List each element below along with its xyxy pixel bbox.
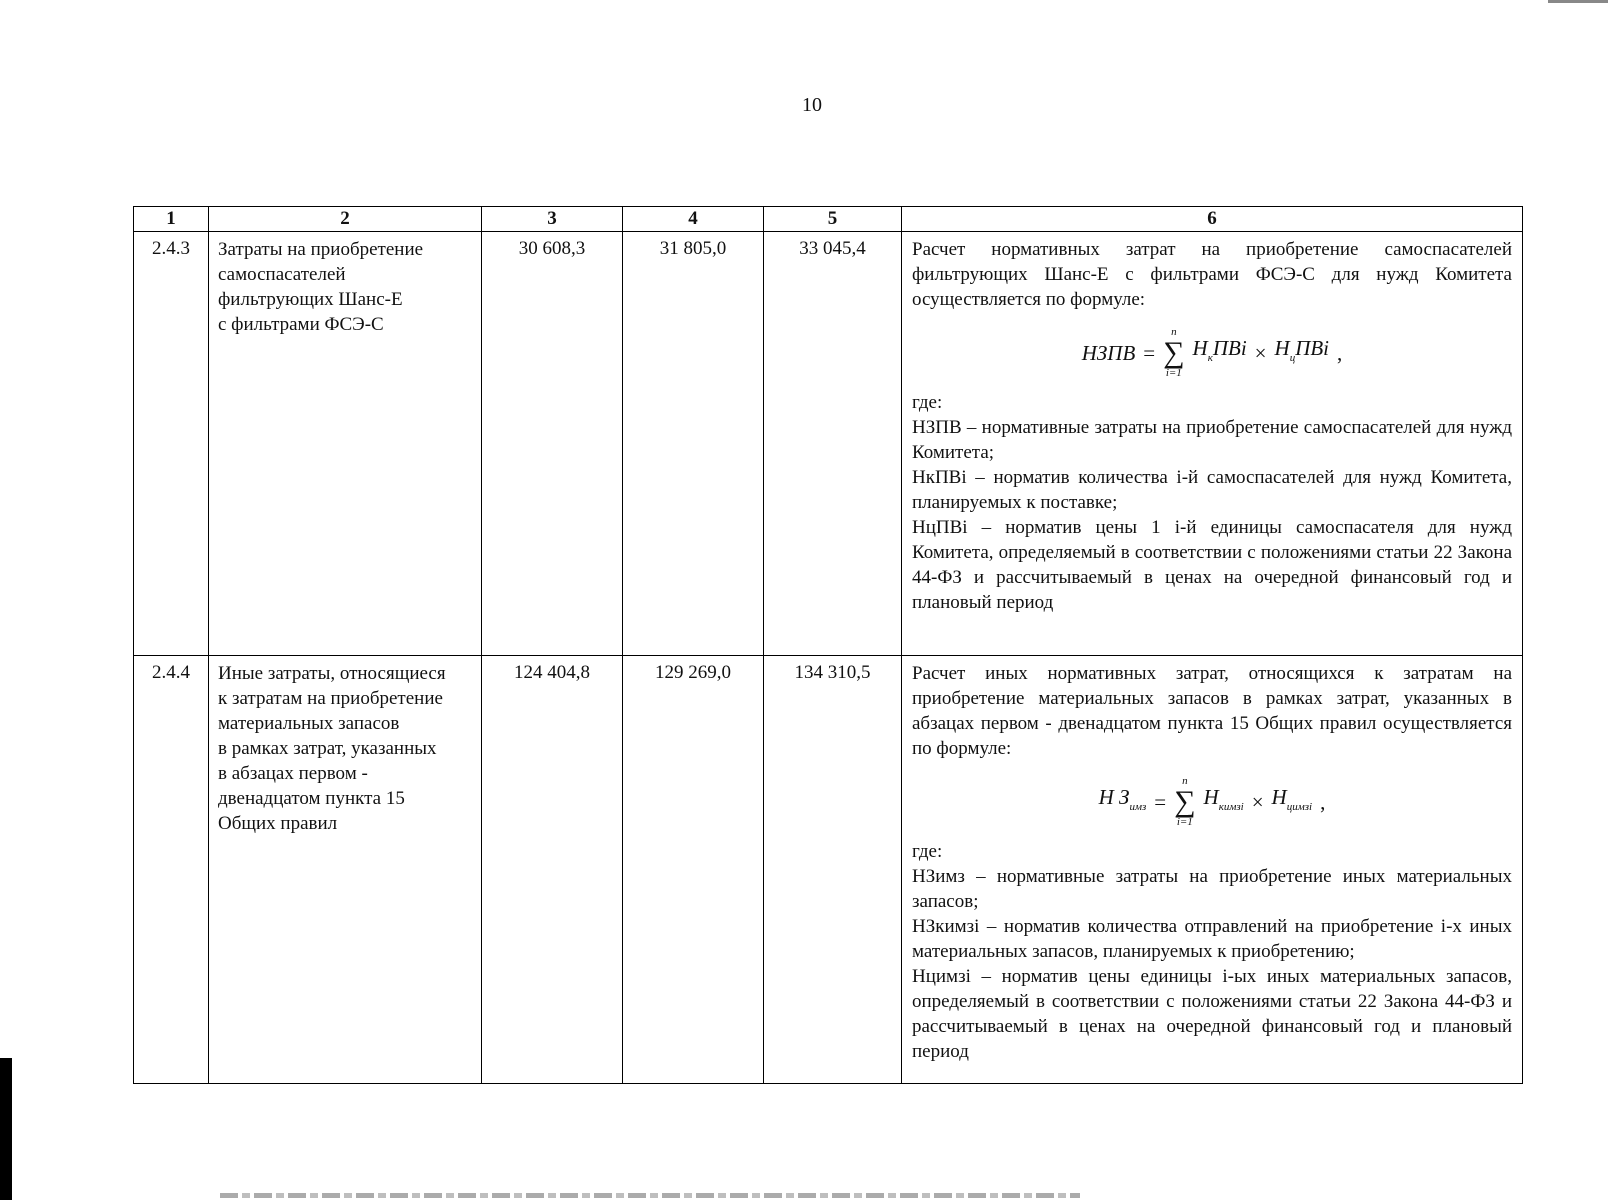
row-name-line: в абзацах первом -: [218, 763, 368, 784]
sum-sign: [1174, 776, 1195, 828]
formula: [912, 324, 1512, 382]
formula-equals: =: [1143, 340, 1156, 365]
formula-term-symbol: Н: [1274, 335, 1290, 360]
formula-lhs-symbol: Н З: [1098, 784, 1130, 809]
formula-term-subscript: к: [1207, 351, 1213, 364]
page-number: 10: [802, 94, 822, 116]
description-intro: Расчет нормативных затрат на приобретение самоспасателей фильтрующих Шанс-Е с фильтрами ФСЭ-С для нужд Комитета осуществляется по формуле:: [912, 239, 1512, 310]
sum-lower-limit: i=1: [1165, 367, 1182, 379]
row-name-line: Общих правил: [218, 813, 338, 834]
row-value-col5: 33 045,4: [764, 232, 902, 656]
formula-equals: =: [1154, 789, 1167, 814]
formula-lhs: [1099, 785, 1147, 820]
row-name-line: в рамках затрат, указанных: [218, 738, 437, 759]
formula-term-tail: ПВi: [1212, 335, 1247, 360]
row-name-line: к затратам на приобретение: [218, 688, 443, 709]
definition: НцПВi – норматив цены 1 i-й единицы самоспасателя для нужд Комитета, определяемый в соответствии с положениями статьи 22 Закона 44-ФЗ и рассчитываемый в ценах на очередной финансовый год и плановый период: [912, 517, 1512, 613]
norms-table: [133, 206, 1523, 1084]
formula-lhs: НЗПВ: [1081, 340, 1136, 365]
formula-times: ×: [1254, 340, 1267, 365]
header-cell: 3: [482, 207, 623, 232]
definition: Нцимзi – норматив цены единицы i-ых иных материальных запасов, определяемый в соответствии с положениями статьи 22 Закона 44-ФЗ и рассчитываемый в ценах на очередной финансовый год и плановый период: [912, 966, 1512, 1062]
sum-upper-limit: n: [1171, 326, 1177, 338]
formula-term-symbol: Н: [1271, 784, 1287, 809]
row-name-line: материальных запасов: [218, 713, 400, 734]
row-name: [209, 656, 482, 1084]
row-value-col5: 134 310,5: [764, 656, 902, 1084]
row-value-col3: 30 608,3: [482, 232, 623, 656]
formula-term-subscript: кимзi: [1218, 800, 1244, 813]
formula-term-tail: ПВi: [1295, 335, 1330, 360]
row-name-line: двенадцатом пункта 15: [218, 788, 405, 809]
row-description: [902, 656, 1523, 1084]
header-cell: 5: [764, 207, 902, 232]
row-name-line: Затраты на приобретение: [218, 239, 424, 260]
scan-bottom-artifact: [220, 1193, 1080, 1198]
row-name-line: самоспасателей: [218, 264, 346, 285]
row-code: 2.4.3: [134, 232, 209, 656]
where-label: где:: [912, 841, 943, 862]
sum-lower-limit: i=1: [1176, 816, 1193, 828]
formula-term-symbol: Н: [1192, 335, 1208, 360]
row-code: 2.4.4: [134, 656, 209, 1084]
table-row: [134, 232, 1523, 656]
formula-term-subscript: ц: [1289, 351, 1296, 364]
table-row: [134, 656, 1523, 1084]
sum-sign: [1163, 327, 1184, 379]
formula-times: ×: [1251, 789, 1264, 814]
row-value-col4: 31 805,0: [623, 232, 764, 656]
formula-lhs-subscript: имз: [1129, 800, 1147, 813]
scan-edge-shadow: [0, 1058, 12, 1200]
row-name: [209, 232, 482, 656]
header-cell: 6: [902, 207, 1523, 232]
row-name-line: с фильтрами ФСЭ-С: [218, 314, 384, 335]
definition: НЗкимзi – норматив количества отправлений на приобретение i-х иных материальных запасов, планируемых к приобретению;: [912, 916, 1512, 962]
row-name-line: Иные затраты, относящиеся: [218, 663, 446, 684]
formula: [912, 773, 1512, 831]
row-name-line: фильтрующих Шанс-Е: [218, 289, 403, 310]
sigma-icon: ∑: [1174, 785, 1196, 818]
sum-upper-limit: n: [1182, 775, 1188, 787]
formula-term: [1272, 785, 1313, 820]
formula-term: [1204, 785, 1244, 820]
definition: НЗПВ – нормативные затраты на приобретение самоспасателей для нужд Комитета;: [912, 417, 1512, 463]
row-value-col4: 129 269,0: [623, 656, 764, 1084]
formula-end: ,: [1320, 789, 1326, 814]
row-value-col3: 124 404,8: [482, 656, 623, 1084]
formula-end: ,: [1337, 340, 1343, 365]
formula-term-subscript: цимзi: [1286, 800, 1313, 813]
formula-term: [1193, 336, 1247, 371]
where-label: где:: [912, 392, 943, 413]
definition: НкПВi – норматив количества i-й самоспасателей для нужд Комитета, планируемых к поставке;: [912, 467, 1512, 513]
row-description: [902, 232, 1523, 656]
header-row: [134, 207, 1523, 232]
description-intro: Расчет иных нормативных затрат, относящихся к затратам на приобретение материальных запасов в рамках затрат, указанных в абзацах первом - двенадцатом пункта 15 Общих правил осуществляется по формуле:: [912, 663, 1512, 759]
header-cell: 4: [623, 207, 764, 232]
header-cell: 2: [209, 207, 482, 232]
definition: НЗимз – нормативные затраты на приобретение иных материальных запасов;: [912, 866, 1512, 912]
formula-term: [1275, 336, 1330, 371]
scan-corner-mark: [1548, 0, 1608, 3]
formula-term-symbol: Н: [1203, 784, 1219, 809]
header-cell: 1: [134, 207, 209, 232]
sigma-icon: ∑: [1163, 336, 1185, 369]
